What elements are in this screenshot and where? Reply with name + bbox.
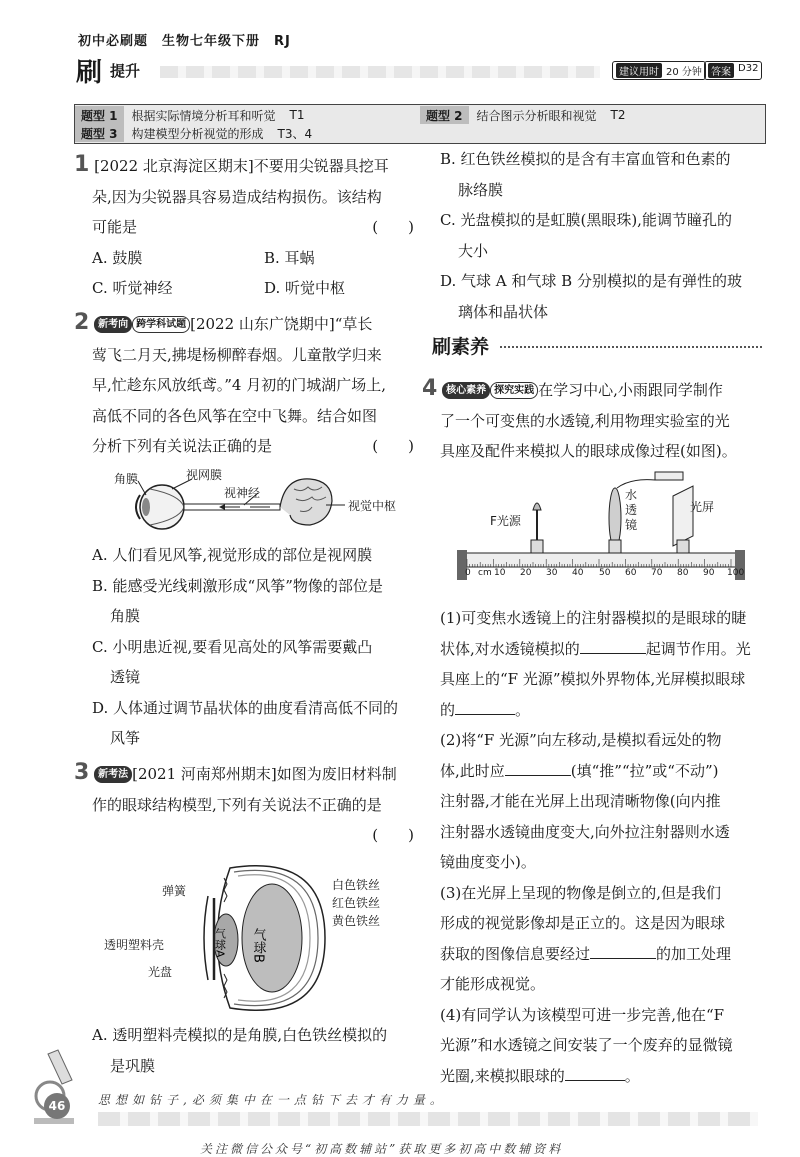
q3-option-a (92, 1020, 416, 1081)
type-code: T2 (610, 108, 626, 122)
q3-line-1: [2021 河南郑州期末]如图为废旧材料制 (132, 765, 397, 783)
label-cornea: 角膜 (114, 472, 139, 486)
q3-option-b: B. 红色铁丝模拟的是含有丰富血管和色素的 (440, 150, 731, 168)
question-3 (74, 758, 414, 851)
q2-option-c-cont: 透镜 (110, 668, 141, 686)
type-row-2 (420, 106, 626, 124)
type-code: T1 (289, 108, 305, 122)
q4-p2-line-2b: (填“推”“拉”或“不动”) (570, 761, 719, 780)
q2-line-1: [2022 山东广饶期中]“草长 (190, 315, 373, 333)
label-plastic-shell: 透明塑料壳 (104, 938, 165, 952)
q4-parts (440, 603, 770, 1091)
q4-p4-line-2: 光源”和水透镜之间安装了一个废弃的显微镜 (440, 1036, 733, 1054)
q4-p2-line-1: (2)将“F 光源”向左移动,是模拟看远处的物 (440, 731, 722, 749)
tick-0: 0 (465, 568, 471, 578)
q1-line-2: 朵,因为尖锐器具容易造成结构损伤。该结构 (92, 187, 382, 206)
q4-p4-line-3b: 。 (624, 1066, 640, 1085)
ruler-unit: cm (478, 568, 492, 578)
suggested-time-value: 20 分钟 (666, 67, 702, 78)
answer-blank-3[interactable] (505, 775, 571, 776)
answer-ref-key: 答案 (708, 63, 734, 78)
q2-option-b: B. 能感受光线刺激形成“风筝”物像的部位是 (92, 576, 383, 595)
q4-p1-line-2: 状体,对水透镜模拟的 (440, 639, 580, 658)
question-2 (74, 308, 414, 462)
label-spring: 弹簧 (162, 884, 187, 898)
q4-p3-line-1: (3)在光屏上呈现的物像是倒立的,但是我们 (440, 883, 722, 902)
inquiry-practice-tag: 探究实践 (490, 382, 538, 399)
new-direction-tag: 新考向 (94, 316, 132, 333)
suggested-time-key: 建议用时 (616, 63, 662, 78)
ball-a-text: 气球A (213, 928, 227, 958)
q1-option-c: C. 听觉神经 (92, 279, 173, 297)
label-retina: 视网膜 (186, 468, 223, 482)
q2-line-4: 高低不同的各色风筝在空中飞舞。结合如图 (92, 406, 378, 425)
answer-paren: ( ) (372, 437, 414, 455)
cross-subject-tag: 跨学科试题 (132, 316, 190, 333)
type-text: 结合图示分析眼和视觉 (476, 108, 597, 123)
core-literacy-tag: 核心素养 (442, 382, 490, 399)
tick-90: 90 (703, 568, 715, 578)
q1-option-a: A. 鼓膜 (92, 248, 143, 267)
q2-option-a: A. 人们看见风筝,视觉形成的部位是视网膜 (92, 546, 373, 564)
tick-60: 60 (625, 568, 637, 578)
type-row-1 (75, 106, 305, 124)
question-1 (74, 150, 414, 304)
q3-option-d-cont: 璃体和晶状体 (458, 302, 549, 321)
tick-80: 80 (677, 568, 689, 578)
q4-p2-line-5: 镜曲度变小)。 (440, 853, 536, 871)
question-types-box (74, 104, 766, 144)
book-series-title: 初中必刷题 生物七年级下册 RJ (78, 34, 291, 49)
tick-30: 30 (546, 568, 558, 578)
q4-line-2: 了一个可变焦的水透镜,利用物理实验室的光 (440, 411, 730, 430)
question-number: 3 (74, 760, 90, 785)
type-text: 构建模型分析视觉的形成 (131, 126, 264, 141)
label-disc: 光盘 (148, 965, 173, 979)
answer-blank-2[interactable] (455, 714, 515, 715)
answer-ref-badge (704, 61, 762, 80)
new-method-tag: 新考法 (94, 766, 132, 783)
q4-p1-line-1: (1)可变焦水透镜上的注射器模拟的是眼球的睫 (440, 609, 747, 627)
q2-line-2: 莺飞二月天,拂堤杨柳醉春烟。儿童散学归来 (92, 345, 382, 364)
footer-note: 关注微信公众号“初高数辅站”获取更多初高中数辅资料 (200, 1142, 564, 1156)
ball-b-text: 气球B (250, 928, 266, 963)
question-number: 2 (74, 310, 90, 335)
answer-blank-4[interactable] (590, 958, 656, 959)
footer-decor-band (98, 1112, 758, 1126)
type-text: 根据实际情境分析耳和听觉 (131, 108, 276, 123)
section-title: 刷素养 (432, 336, 490, 358)
footer-quote: 思想如钻子,必须集中在一点钻下去才有力量。 (98, 1093, 447, 1107)
label-red-wire: 红色铁丝 (332, 896, 381, 910)
q3-option-d: D. 气球 A 和气球 B 分别模拟的是有弹性的玻 (440, 272, 742, 290)
q3-options-right (440, 144, 770, 327)
q2-option-d: D. 人体通过调节晶状体的曲度看清高低不同的 (92, 698, 399, 717)
answer-blank-5[interactable] (565, 1080, 625, 1081)
tick-10: 10 (494, 568, 506, 578)
q3-option-c-cont: 大小 (458, 241, 489, 260)
q3-line-2: 作的眼球结构模型,下列有关说法不正确的是 (92, 795, 382, 814)
q4-p1-line-2b: 起调节作用。光 (645, 639, 751, 658)
suggested-time-badge (612, 61, 706, 80)
q4-p2-line-3: 注射器,才能在光屏上出现清晰物像(向内推 (440, 792, 721, 810)
type-label: 题型 2 (420, 106, 469, 124)
type-code: T3、4 (277, 126, 313, 141)
question-number: 1 (74, 152, 90, 177)
q4-p2-line-2: 体,此时应 (440, 761, 505, 780)
q3-option-a-line-2: 是巩膜 (110, 1056, 156, 1075)
answer-paren: ( ) (372, 218, 414, 236)
q4-p4-line-3: 光圈,来模拟眼球的 (440, 1066, 565, 1085)
q1-line-3: 可能是 (92, 218, 138, 236)
q3-option-c: C. 光盘模拟的是虹膜(黑眼珠),能调节瞳孔的 (440, 211, 732, 229)
q1-option-d: D. 听觉中枢 (264, 279, 346, 297)
eyeball-model-figure (200, 858, 330, 1018)
type-label: 题型 1 (75, 106, 124, 124)
q2-option-d-cont: 风筝 (110, 729, 141, 747)
q4-p3-line-2: 形成的视觉影像却是正立的。这是因为眼球 (440, 914, 726, 932)
page-number: 46 (44, 1093, 70, 1119)
q2-options (92, 540, 416, 754)
label-optic-nerve: 视神经 (224, 486, 261, 500)
label-f-source: F光源 (490, 514, 521, 528)
question-number: 4 (422, 376, 438, 401)
type-row-3 (75, 124, 312, 142)
q2-option-c: C. 小明患近视,要看见高处的风筝需要戴凸 (92, 637, 373, 656)
tick-50: 50 (599, 568, 611, 578)
section-divider (500, 346, 762, 348)
q1-option-b: B. 耳蜗 (264, 248, 315, 267)
label-screen: 光屏 (690, 500, 715, 514)
q4-p1-line-4: 的 (440, 700, 456, 719)
q4-line-3: 具座及配件来模拟人的眼球成像过程(如图)。 (440, 442, 737, 460)
label-white-wire: 白色铁丝 (332, 878, 381, 892)
label-water-lens: 水透镜 (625, 488, 638, 532)
q3-option-b-cont: 脉络膜 (458, 180, 504, 199)
q4-p2-line-4: 注射器水透镜曲度变大,向外拉注射器则水透 (440, 822, 730, 841)
answer-blank-1[interactable] (580, 653, 646, 654)
answer-paren: ( ) (372, 826, 414, 844)
question-4 (422, 374, 768, 467)
q2-option-b-cont: 角膜 (110, 607, 141, 625)
q2-line-3: 早,忙趁东风放纸鸢。”4 月初的门城湖广场上, (92, 376, 387, 394)
label-yellow-wire: 黄色铁丝 (332, 914, 381, 928)
q1-line-1: [2022 北京海淀区期末]不要用尖锐器具挖耳 (94, 157, 389, 175)
q2-line-5: 分析下列有关说法正确的是 (92, 437, 273, 455)
label-visual-center: 视觉中枢 (348, 499, 397, 513)
answer-ref-value: D32 (738, 63, 759, 74)
tick-70: 70 (651, 568, 663, 578)
tick-40: 40 (572, 568, 584, 578)
q4-line-1: 在学习中心,小雨跟同学制作 (538, 381, 723, 399)
section-logo: 刷 (76, 58, 103, 88)
q4-p4-line-1: (4)有同学认为该模型可进一步完善,他在“F (440, 1005, 725, 1024)
q4-p3-line-4: 才能形成视觉。 (440, 975, 546, 993)
q4-p3-line-3b: 的加工处理 (656, 944, 732, 963)
q4-p1-line-4b: 。 (515, 700, 531, 719)
section-subtitle: 提升 (110, 62, 141, 80)
tick-20: 20 (520, 568, 532, 578)
q4-p3-line-3: 获取的图像信息要经过 (440, 944, 591, 963)
ruler-labels (463, 568, 753, 582)
q3-option-a-line-1: A. 透明塑料壳模拟的是角膜,白色铁丝模拟的 (92, 1026, 388, 1044)
type-label: 题型 3 (75, 124, 124, 142)
tick-100: 100 (727, 568, 745, 578)
header-decor-band (160, 66, 600, 78)
q4-p1-line-3: 具座上的“F 光源”模拟外界物体,光屏模拟眼球 (440, 670, 746, 688)
